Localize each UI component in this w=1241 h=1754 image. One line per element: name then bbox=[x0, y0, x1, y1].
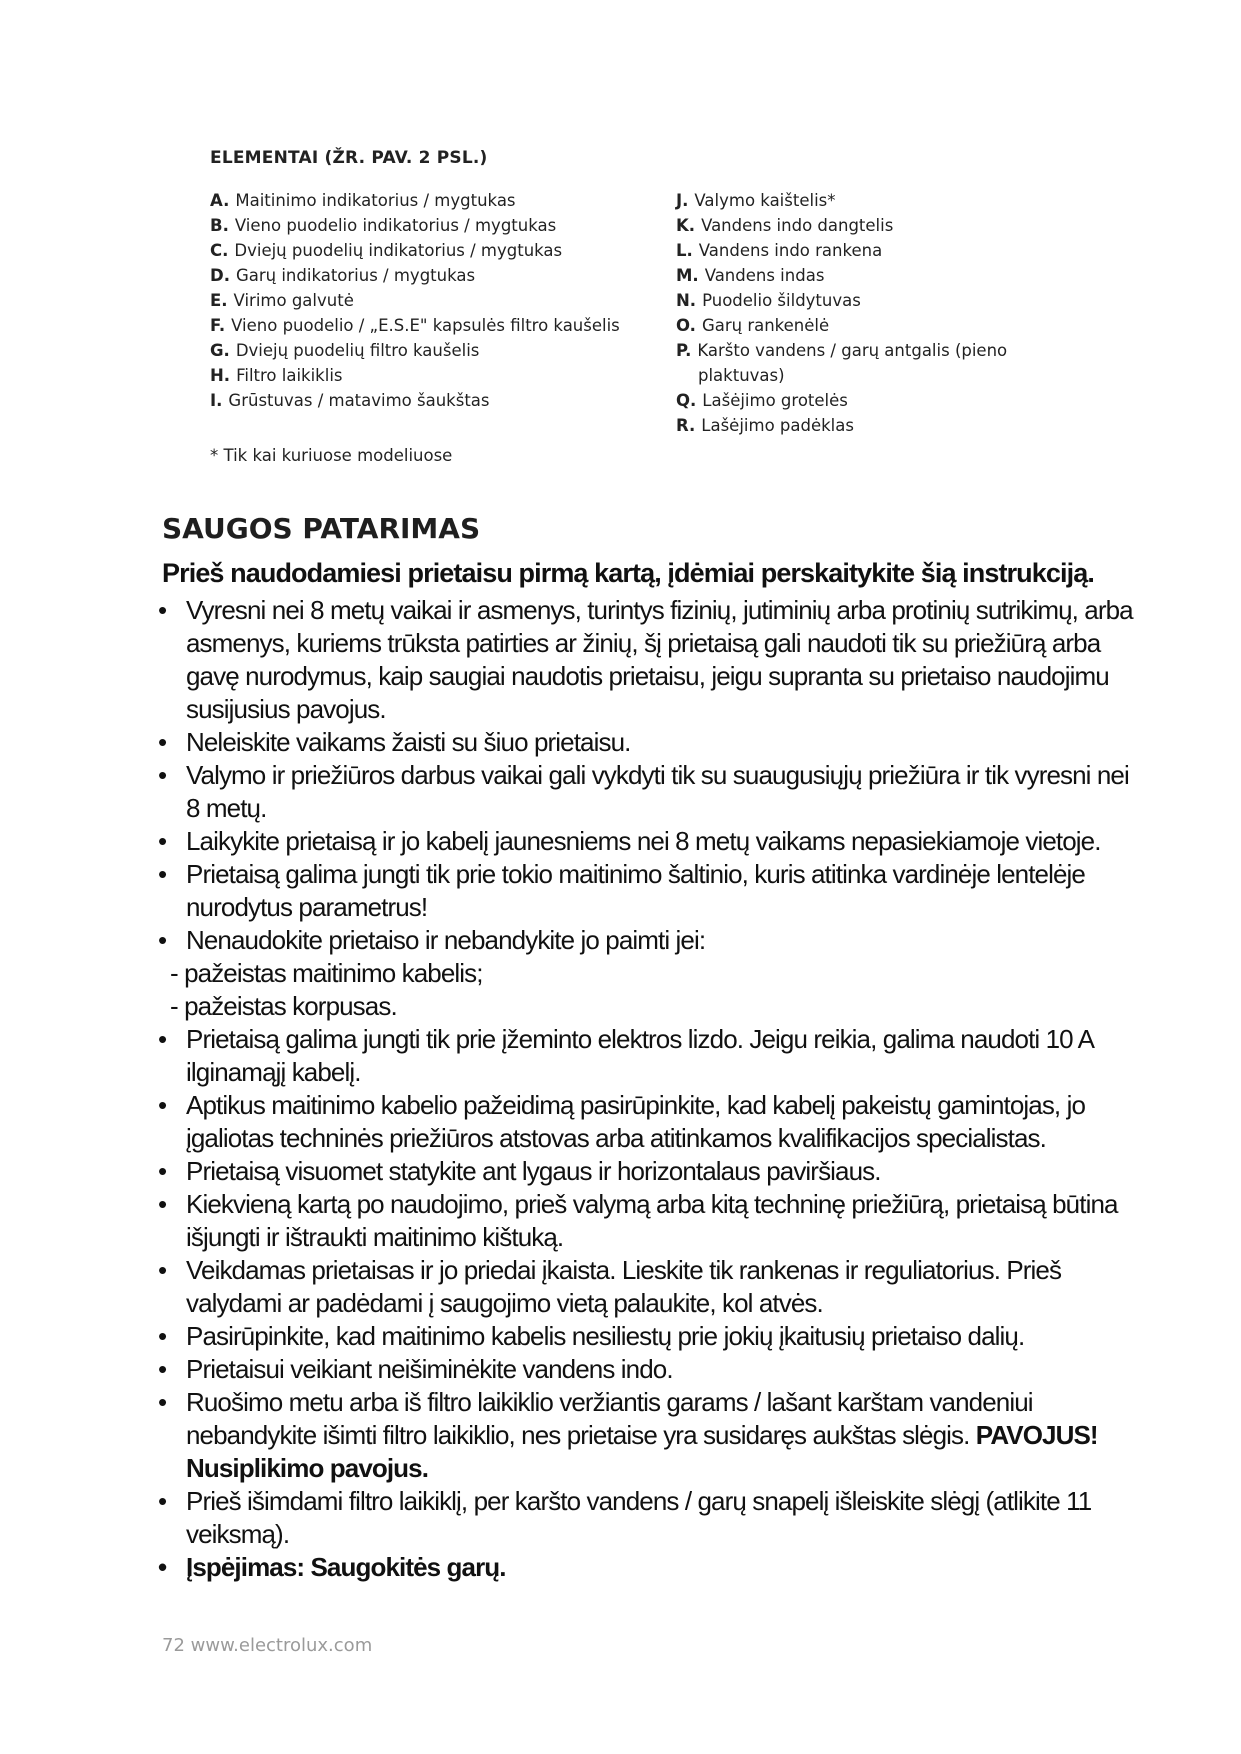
element-item-k: K. Vandens indo dangtelis bbox=[676, 216, 894, 235]
models-footnote: * Tik kai kuriuose modeliuose bbox=[210, 446, 453, 465]
element-item-g: G. Dviejų puodelių filtro kaušelis bbox=[210, 341, 480, 360]
element-item-q: Q. Lašėjimo grotelės bbox=[676, 391, 848, 410]
elements-heading: ELEMENTAI (ŽR. PAV. 2 PSL.) bbox=[210, 148, 488, 168]
element-item-i: I. Grūstuvas / matavimo šaukštas bbox=[210, 391, 490, 410]
elements-list-right bbox=[676, 188, 1076, 438]
element-item-h: H. Filtro laikiklis bbox=[210, 366, 343, 385]
safety-item: • Neleiskite vaikams žaisti su šiuo prietaisu. bbox=[158, 726, 1138, 759]
element-item-c: C. Dviejų puodelių indikatorius / mygtukas bbox=[210, 241, 563, 260]
safety-item-warning: • Įspėjimas: Saugokitės garų. bbox=[158, 1551, 1138, 1584]
elements-list-left bbox=[210, 188, 670, 413]
page-footer bbox=[162, 1635, 372, 1656]
safety-heading: SAUGOS PATARIMAS bbox=[162, 512, 481, 545]
safety-item: • Ruošimo metu arba iš filtro laikiklio veržiantis garams / lašant karštam vandeniui nebandykite išimti filtro laikiklio, nes prietaise yra susidaręs aukštas slėgis. PAVOJUS! Nusiplikimo pavojus. bbox=[158, 1386, 1138, 1485]
element-item-a: A. Maitinimo indikatorius / mygtukas bbox=[210, 191, 516, 210]
element-item-m: M. Vandens indas bbox=[676, 266, 825, 285]
element-item-f: F. Vieno puodelio / „E.S.E" kapsulės filtro kaušelis bbox=[210, 316, 620, 335]
element-item-n: N. Puodelio šildytuvas bbox=[676, 291, 861, 310]
element-item-l: L. Vandens indo rankena bbox=[676, 241, 883, 260]
safety-list bbox=[158, 594, 1138, 1584]
safety-intro: Prieš naudodamiesi prietaisu pirmą kartą, įdėmiai perskaitykite šią instrukciją. bbox=[162, 558, 1094, 588]
safety-item: • Nenaudokite prietaiso ir nebandykite jo paimti jei: bbox=[158, 924, 1138, 957]
safety-subitem: - pažeistas maitinimo kabelis; bbox=[170, 958, 483, 988]
safety-subitem: - pažeistas korpusas. bbox=[170, 991, 397, 1021]
element-item-b: B. Vieno puodelio indikatorius / mygtukas bbox=[210, 216, 557, 235]
safety-item: • Prieš išimdami filtro laikiklį, per karšto vandens / garų snapelį išleiskite slėgį (atlikite 11 veiksmą). bbox=[158, 1485, 1138, 1551]
element-item-d: D. Garų indikatorius / mygtukas bbox=[210, 266, 476, 285]
element-item-o: O. Garų rankenėlė bbox=[676, 316, 830, 335]
danger-warning: PAVOJUS! Nusiplikimo pavojus. bbox=[186, 1420, 1098, 1483]
safety-item: • Valymo ir priežiūros darbus vaikai gali vykdyti tik su suaugusiųjų priežiūra ir tik vyresni nei 8 metų. bbox=[158, 759, 1138, 825]
safety-item: • Vyresni nei 8 metų vaikai ir asmenys, turintys fizinių, jutiminių arba protinių sutrikimų, arba asmenys, kuriems trūksta patirties ar žinių, šį prietaisą gali naudoti tik su priežiūrą arba gavę nurodymus, kaip saugiai naudotis prietaisu, jeigu supranta su prietaiso naudojimu susijusius pavojus. bbox=[158, 594, 1138, 726]
element-item-e: E. Virimo galvutė bbox=[210, 291, 354, 310]
safety-item: • Prietaisą galima jungti tik prie įžeminto elektros lizdo. Jeigu reikia, galima naudoti 10 A ilginamąjį kabelį. bbox=[158, 1023, 1138, 1089]
element-item-p: P. Karšto vandens / garų antgalis (pieno plaktuvas) bbox=[676, 341, 1008, 385]
safety-item: • Pasirūpinkite, kad maitinimo kabelis nesiliestų prie jokių įkaitusių prietaiso dalių. bbox=[158, 1320, 1138, 1353]
site-link[interactable]: www.electrolux.com bbox=[190, 1635, 373, 1656]
page-number: 72 bbox=[162, 1635, 185, 1656]
element-item-r: R. Lašėjimo padėklas bbox=[676, 416, 854, 435]
safety-item: • Kiekvieną kartą po naudojimo, prieš valymą arba kitą techninę priežiūrą, prietaisą būtina išjungti ir ištraukti maitinimo kištuką. bbox=[158, 1188, 1138, 1254]
safety-item: • Aptikus maitinimo kabelio pažeidimą pasirūpinkite, kad kabelį pakeistų gamintojas, jo įgaliotas techninės priežiūros atstovas arba atitinkamos kvalifikacijos specialistas. bbox=[158, 1089, 1138, 1155]
element-item-j: J. Valymo kaištelis* bbox=[676, 191, 836, 210]
safety-item: • Laikykite prietaisą ir jo kabelį jaunesniems nei 8 metų vaikams nepasiekiamoje vietoje. bbox=[158, 825, 1138, 858]
safety-item: • Prietaisą visuomet statykite ant lygaus ir horizontalaus paviršiaus. bbox=[158, 1155, 1138, 1188]
safety-item: • Veikdamas prietaisas ir jo priedai įkaista. Lieskite tik rankenas ir reguliatorius. Prieš valydami ar padėdami į saugojimo vietą palaukite, kol atvės. bbox=[158, 1254, 1138, 1320]
safety-item: • Prietaisą galima jungti tik prie tokio maitinimo šaltinio, kuris atitinka vardinėje lentelėje nurodytus parametrus! bbox=[158, 858, 1138, 924]
safety-item: • Prietaisui veikiant neišiminėkite vandens indo. bbox=[158, 1353, 1138, 1386]
